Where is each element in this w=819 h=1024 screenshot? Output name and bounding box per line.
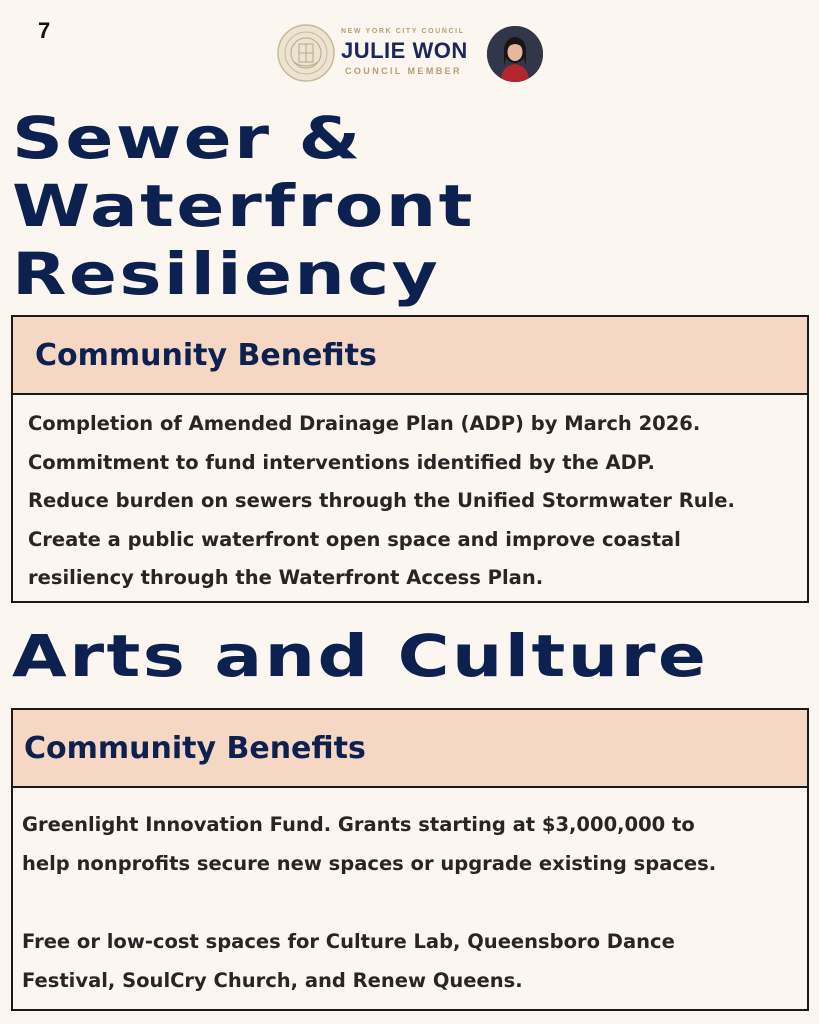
council-member-name: JULIE WON [341,38,468,63]
section-title-sewer [12,104,475,308]
avatar [485,24,545,84]
council-member-role: COUNCIL MEMBER [345,66,462,76]
community-benefits-box-arts [11,708,809,1011]
page-number: 7 [38,18,51,43]
benefit-line: Completion of Amended Drainage Plan (ADP) by March 2026. [28,412,701,435]
paragraph-gap [22,883,793,923]
benefit-line: Festival, SoulCry Church, and Renew Queens. [22,968,523,992]
nyc-council-seal-icon [277,24,335,82]
section-title-arts [12,622,708,690]
benefit-line: Free or low-cost spaces for Culture Lab, Queensboro Dance [22,930,675,953]
section-title-line: Arts and Culture [12,622,709,690]
benefit-line: Reduce burden on sewers through the Unified Stormwater Rule. [28,489,735,512]
box-heading: Community Benefits [13,317,807,395]
benefit-line: Commitment to fund interventions identified by the ADP. [28,450,655,474]
benefit-line: help nonprofits secure new spaces or upgrade existing spaces. [22,851,717,875]
council-header [277,24,542,84]
box-body [13,395,807,598]
section-title-line: Waterfront [12,172,475,240]
community-benefits-box-sewer [11,315,809,603]
box-body [13,788,807,1000]
benefit-line: Create a public waterfront open space and improve coastal [28,527,681,551]
section-title-line: Resiliency [12,240,441,308]
council-line: NEW YORK CITY COUNCIL [341,28,465,35]
benefit-line: Greenlight Innovation Fund. Grants starting at $3,000,000 to [22,813,695,836]
section-title-line: Sewer & [12,104,363,172]
benefit-line: resiliency through the Waterfront Access Plan. [28,566,544,589]
box-heading: Community Benefits [13,710,807,788]
